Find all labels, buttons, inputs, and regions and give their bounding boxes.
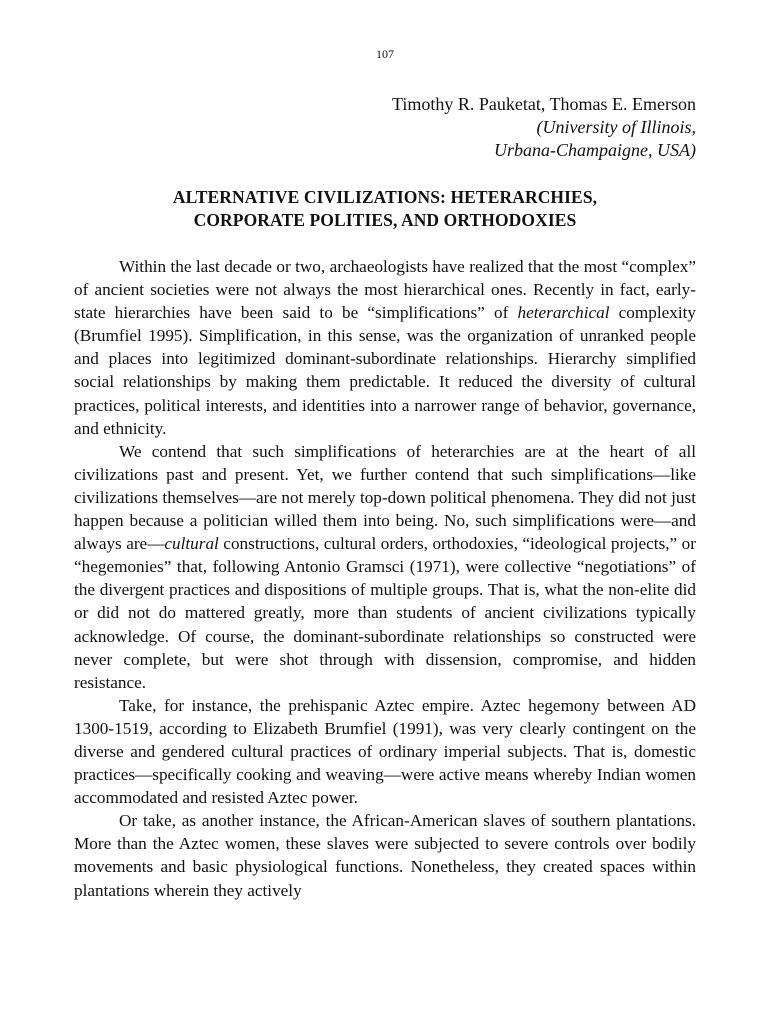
affiliation-line-1: (University of Illinois, <box>536 117 696 137</box>
paragraph-3: Take, for instance, the prehispanic Aztec empire. Aztec hegemony between AD 1300-1519, according to Elizabeth Brumfiel (1991), was very clearly contingent on the diverse and gendered cultural practices of ordinary imperial subjects. That is, domestic practices—specifically cooking and weaving—were active means whereby Indian women accommodated and resisted Aztec power. <box>74 695 696 808</box>
paragraph-1-text-b: complexity (Brumfiel 1995). Simplification, in this sense, was the organization of unranked people and places into legitimized dominant-subordinate relationships. Hierarchy simplified social relationships by making them predictable. It reduced the diversity of cultural practices, political interests, and identities into a narrower range of behavior, governance, and ethnicity. <box>74 303 697 438</box>
paragraph-1-text-a: Within the last decade or two, archaeologists have realized that the most “complex” of ancient societies were not always the most hierarchical ones. Recently in fact, early-state hierarchies have been said to be “simplifications” of <box>74 257 696 323</box>
page-number: 107 <box>376 47 394 61</box>
title-line-2: CORPORATE POLITIES, AND ORTHODOXIES <box>193 210 577 230</box>
paragraph-2 <box>74 440 696 694</box>
paragraph-2-text-b: constructions, cultural orders, orthodoxies, “ideological projects,” or “hegemonies” that, following Antonio Gramsci (1971), were collective “negotiations” of the divergent practices and dispositions of multiple groups. That is, what the non-elite did or did not do mattered greatly, more than students of ancient civilizations typically acknowledge. Of course, the dominant-subordinate relationships so constructed were never complete, but were shot through with dissension, compromise, and hidden resistance. <box>74 534 696 692</box>
title-line-1: ALTERNATIVE CIVILIZATIONS: HETERARCHIES, <box>172 187 598 207</box>
document-page <box>74 0 696 1024</box>
author-names: Timothy R. Pauketat, Thomas E. Emerson <box>392 94 696 114</box>
paragraph-1 <box>74 255 696 440</box>
paragraph-4: Or take, as another instance, the African-American slaves of southern plantations. More than the Aztec women, these slaves were subjected to severe controls over bodily movements and basic physiological functions. Nonetheless, they created spaces within plantations wherein they actively <box>74 811 696 900</box>
emphasis-cultural: cultural <box>164 534 219 554</box>
article-body <box>74 255 696 902</box>
affiliation-line-2: Urbana-Champaigne, USA) <box>494 140 696 160</box>
article-title <box>74 186 696 232</box>
paragraph-2-text-a: We contend that such simplifications of heterarchies are at the heart of all civilizations past and present. Yet, we further contend that such simplifications—like civilizations themselves—are not merely top-down political phenomena. They did not just happen because a politician willed them into being. No, such simplifications were—and always are— <box>74 441 696 554</box>
emphasis-heterarchical: heterarchical <box>517 303 610 323</box>
author-block <box>392 93 696 162</box>
